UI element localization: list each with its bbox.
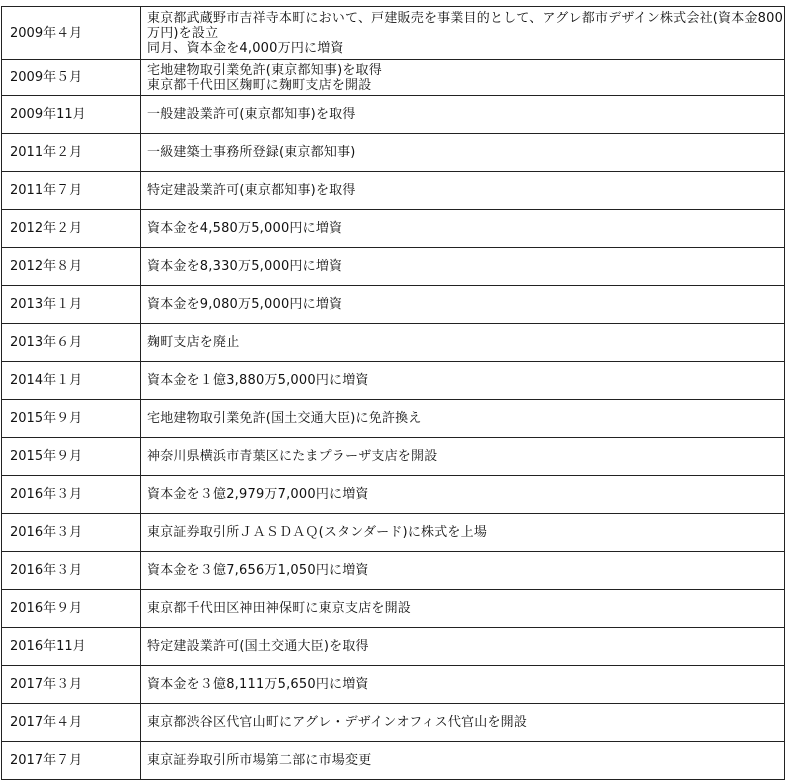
date-cell: 2014年１月 xyxy=(2,362,141,400)
event-cell: 東京証券取引所ＪＡＳＤＡＱ(スタンダード)に株式を上場 xyxy=(141,514,785,552)
table-row xyxy=(2,590,785,628)
company-history-table xyxy=(1,6,785,780)
table-row xyxy=(2,134,785,172)
table-row xyxy=(2,552,785,590)
event-cell: 特定建設業許可(東京都知事)を取得 xyxy=(141,172,785,210)
event-cell: 麹町支店を廃止 xyxy=(141,324,785,362)
table-row xyxy=(2,438,785,476)
date-cell: 2009年５月 xyxy=(2,60,141,96)
date-cell: 2016年３月 xyxy=(2,476,141,514)
event-cell: 資本金を１億3,880万5,000円に増資 xyxy=(141,362,785,400)
table-row xyxy=(2,400,785,438)
event-cell: 資本金を8,330万5,000円に増資 xyxy=(141,248,785,286)
date-cell: 2016年11月 xyxy=(2,628,141,666)
date-cell: 2015年９月 xyxy=(2,438,141,476)
table-row xyxy=(2,324,785,362)
event-cell: 東京都千代田区神田神保町に東京支店を開設 xyxy=(141,590,785,628)
date-cell: 2013年１月 xyxy=(2,286,141,324)
event-cell: 宅地建物取引業免許(国土交通大臣)に免許換え xyxy=(141,400,785,438)
table-row xyxy=(2,476,785,514)
table-row xyxy=(2,628,785,666)
date-cell: 2017年７月 xyxy=(2,742,141,780)
date-cell: 2011年７月 xyxy=(2,172,141,210)
date-cell: 2016年３月 xyxy=(2,552,141,590)
table-row xyxy=(2,210,785,248)
event-cell: 資本金を３億7,656万1,050円に増資 xyxy=(141,552,785,590)
event-cell: 宅地建物取引業免許(東京都知事)を取得 東京都千代田区麹町に麹町支店を開設 xyxy=(141,60,785,96)
date-cell: 2017年３月 xyxy=(2,666,141,704)
date-cell: 2009年11月 xyxy=(2,96,141,134)
event-cell: 東京都渋谷区代官山町にアグレ・デザインオフィス代官山を開設 xyxy=(141,704,785,742)
table-row xyxy=(2,7,785,60)
table-row xyxy=(2,172,785,210)
event-cell: 資本金を３億2,979万7,000円に増資 xyxy=(141,476,785,514)
event-cell: 神奈川県横浜市青葉区にたまプラーザ支店を開設 xyxy=(141,438,785,476)
date-cell: 2017年４月 xyxy=(2,704,141,742)
date-cell: 2016年３月 xyxy=(2,514,141,552)
event-cell: 資本金を4,580万5,000円に増資 xyxy=(141,210,785,248)
table-row xyxy=(2,60,785,96)
event-cell: 資本金を9,080万5,000円に増資 xyxy=(141,286,785,324)
table-row xyxy=(2,666,785,704)
table-row xyxy=(2,286,785,324)
event-cell: 特定建設業許可(国土交通大臣)を取得 xyxy=(141,628,785,666)
table-row xyxy=(2,248,785,286)
date-cell: 2009年４月 xyxy=(2,7,141,60)
table-row xyxy=(2,96,785,134)
date-cell: 2011年２月 xyxy=(2,134,141,172)
event-cell: 一級建築士事務所登録(東京都知事) xyxy=(141,134,785,172)
date-cell: 2012年２月 xyxy=(2,210,141,248)
table-row xyxy=(2,362,785,400)
table-row xyxy=(2,514,785,552)
date-cell: 2016年９月 xyxy=(2,590,141,628)
date-cell: 2013年６月 xyxy=(2,324,141,362)
table-row xyxy=(2,704,785,742)
event-cell: 東京都武蔵野市吉祥寺本町において、戸建販売を事業目的として、アグレ都市デザイン株式会社(資本金800万円)を設立 同月、資本金を4,000万円に増資 xyxy=(141,7,785,60)
event-cell: 資本金を３億8,111万5,650円に増資 xyxy=(141,666,785,704)
date-cell: 2015年９月 xyxy=(2,400,141,438)
table-row xyxy=(2,742,785,780)
date-cell: 2012年８月 xyxy=(2,248,141,286)
event-cell: 一般建設業許可(東京都知事)を取得 xyxy=(141,96,785,134)
event-cell: 東京証券取引所市場第二部に市場変更 xyxy=(141,742,785,780)
